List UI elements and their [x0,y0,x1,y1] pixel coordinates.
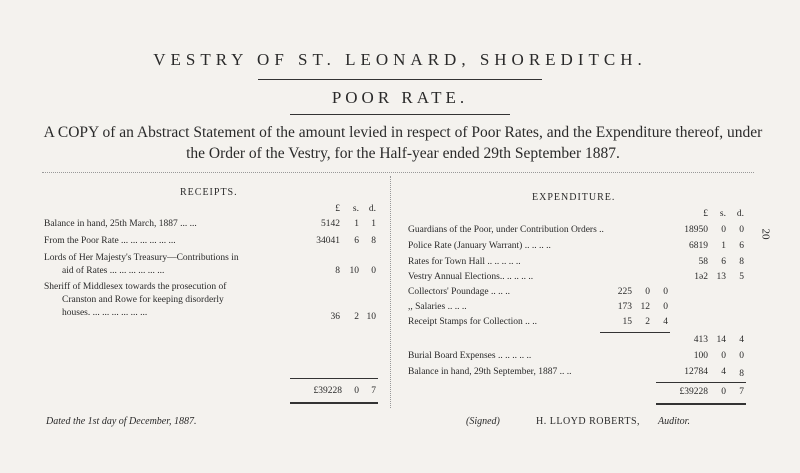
expenditure-subtotal-shillings: 14 [716,335,726,345]
title-rule [258,79,542,80]
expenditure-row-label: Guardians of the Poor, under Contribution Orders .. [408,225,604,235]
expenditure-subtotal-pence: 4 [739,335,744,345]
expenditure-sub-pence: 0 [663,302,668,312]
receipt-row-label-cont: Cranston and Rowe for keeping disorderly [62,295,224,305]
receipt-pounds: 8 [335,266,340,276]
expenditure-total-rule [656,382,746,383]
receipt-pounds: 36 [330,312,340,322]
expenditure-pounds: 1ə2 [694,272,708,282]
expenditure-subrow-label: ,, Salaries .. .. .. [408,302,467,312]
expenditure-double-rule [656,403,746,405]
expenditure-pence: 8 [739,257,744,267]
expenditure-shillings: 13 [716,272,726,282]
expenditure-pounds: 12784 [684,367,708,377]
expenditure-pounds: 100 [693,351,708,361]
receipt-pounds: 5142 [321,219,340,229]
receipts-total-shillings: 0 [354,386,359,396]
receipts-total-pounds: £39228 [313,386,342,396]
receipts-col-pounds: £ [335,204,340,214]
receipt-shillings: 6 [354,236,359,246]
expenditure-subtotal-pounds: 413 [693,335,708,345]
expenditure-sub-pence: 0 [663,287,668,297]
expenditure-sub-shillings: 12 [640,302,650,312]
receipt-row-label: From the Poor Rate ... ... ... ... ... ... [44,236,176,246]
expenditure-row-label: Rates for Town Hall .. .. .. .. .. [408,257,521,267]
expenditure-pounds: 58 [698,257,708,267]
expenditure-shillings: 1 [721,241,726,251]
receipts-heading: RECEIPTS. [180,187,238,198]
signatory-name: H. LLOYD ROBERTS, [536,416,641,427]
expenditure-sub-pounds: 173 [617,302,632,312]
expenditure-sub-pounds: 15 [622,317,632,327]
expenditure-sub-shillings: 2 [645,317,650,327]
expenditure-sub-shillings: 0 [645,287,650,297]
signatory-role: Auditor. [658,416,690,427]
expenditure-sub-pence: 4 [663,317,668,327]
expenditure-col-pounds: £ [703,209,708,219]
receipt-pence: 0 [371,266,376,276]
expenditure-pence: 8 [739,369,744,379]
expenditure-total-pence: 7 [739,387,744,397]
expenditure-pence: 0 [739,225,744,235]
receipts-col-pence: d. [368,204,376,214]
expenditure-shillings: 4 [721,367,726,377]
receipt-row-label: Sheriff of Middlesex towards the prosecution of [44,282,227,292]
expenditure-shillings: 0 [721,225,726,235]
expenditure-row-label: Vestry Annual Elections.. .. .. .. .. [408,272,534,282]
document-subtitle: POOR RATE. [331,88,469,107]
intro-paragraph: A COPY of an Abstract Statement of the amount levied in respect of Poor Rates, and the Expenditure thereof, under the Order of the Vestry, for the Half-year ended 29th September 1887. [43,124,763,162]
receipts-total-pence: 7 [371,386,376,396]
expenditure-row-label: Police Rate (January Warrant) .. .. .. .. [408,241,551,251]
expenditure-pence: 6 [739,241,744,251]
expenditure-shillings: 0 [721,351,726,361]
expenditure-row-label: Burial Board Expenses .. .. .. .. .. [408,351,532,361]
receipt-row-label: Balance in hand, 25th March, 1887 ... ... [44,219,197,229]
signed-label: (Signed) [466,416,500,427]
receipt-shillings: 2 [354,312,359,322]
receipt-pence: 8 [371,236,376,246]
page-number: 20 [759,228,772,240]
receipt-pence: 10 [366,312,376,322]
expenditure-pence: 0 [739,351,744,361]
receipt-shillings: 1 [354,219,359,229]
receipt-pence: 1 [371,219,376,229]
expenditure-total-pounds: £39228 [679,387,708,397]
expenditure-pounds: 6819 [689,241,708,251]
receipt-row-label-cont: aid of Rates ... ... ... ... ... ... [62,266,165,276]
subtotal-rule [600,332,670,333]
section-divider [42,172,754,173]
subtitle-rule [290,114,510,115]
expenditure-total-shillings: 0 [721,387,726,397]
receipts-total-rule [290,378,378,379]
receipts-double-rule [290,402,378,404]
receipt-row-label: Lords of Her Majesty's Treasury—Contributions in [44,253,239,263]
expenditure-subrow-label: Collectors' Poundage .. .. .. [408,287,510,297]
expenditure-pence: 5 [739,272,744,282]
expenditure-heading: EXPENDITURE. [532,192,616,203]
receipt-row-label-cont: houses. ... ... ... ... ... ... [62,308,148,318]
expenditure-pounds: 18950 [684,225,708,235]
document-title: VESTRY OF ST. LEONARD, SHOREDITCH. [153,50,647,69]
column-divider [390,176,391,408]
expenditure-subrow-label: Receipt Stamps for Collection .. .. [408,317,538,327]
expenditure-col-pence: d. [736,209,744,219]
dated-line: Dated the 1st day of December, 1887. [46,416,197,427]
expenditure-sub-pounds: 225 [617,287,632,297]
receipt-shillings: 10 [349,266,359,276]
expenditure-col-shillings: s. [719,209,726,219]
expenditure-shillings: 6 [721,257,726,267]
expenditure-row-label: Balance in hand, 29th September, 1887 .. .. [408,367,572,377]
receipts-col-shillings: s. [352,204,359,214]
receipt-pounds: 34041 [316,236,340,246]
